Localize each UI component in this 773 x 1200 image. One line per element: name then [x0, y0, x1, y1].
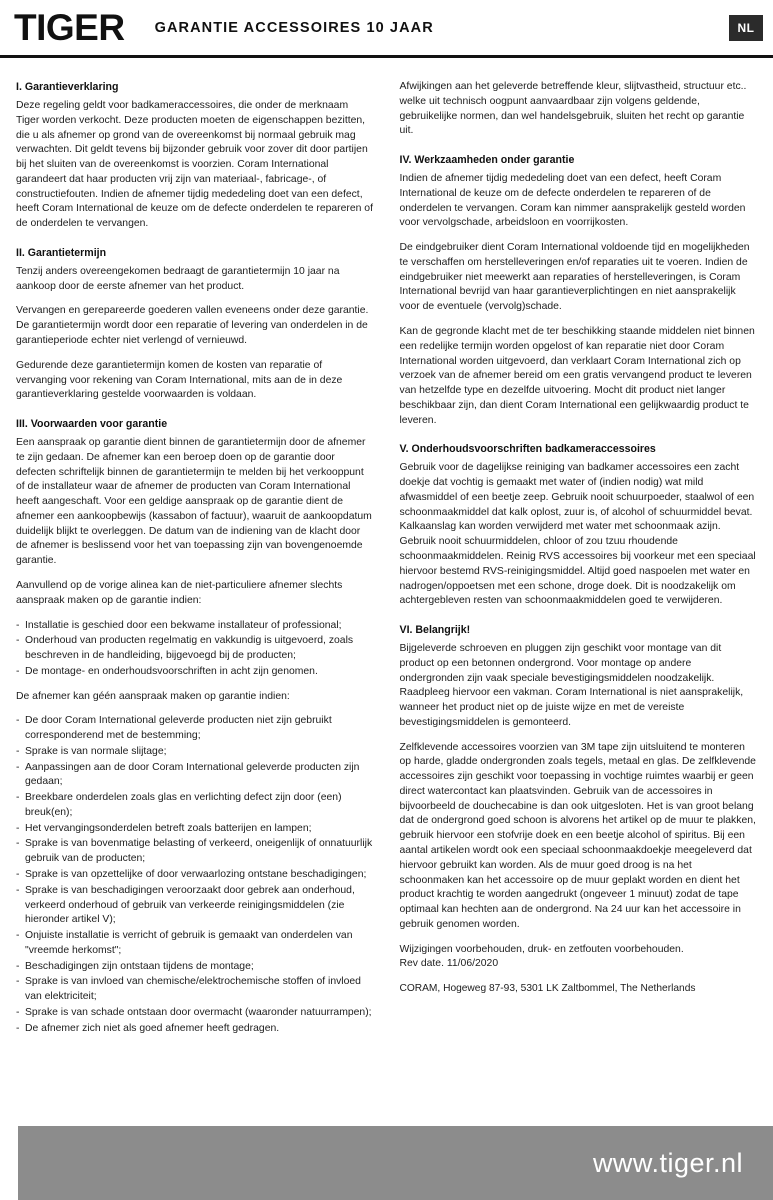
right-intro-paragraph: Afwijkingen aan het geleverde betreffende kleur, slijtvastheid, structuur etc.. welke uit technisch oogpunt aanvaardbaar zijn volgens geldende, gebruikelijke normen, dan wel handelsgebruik, sluiten het recht op garantie uit.: [399, 81, 747, 137]
section-ii-paragraph-3: Gedurende deze garantietermijn komen de kosten van reparatie of vervanging voor rekening van Coram International, mits aan de in deze garantieverklaring gestelde voorwaarden is voldaan.: [16, 359, 343, 401]
page-title: GARANTIE ACCESSOIRES 10 JAAR: [154, 19, 434, 36]
section-heading-i: I. Garantieverklaring: [16, 81, 119, 93]
list-item: - Sprake is van beschadigingen veroorzaakt door gebrek aan onderhoud, verkeerd onderhoud of gebruik van verkeerde reinigingsmiddelen (zie hieronder artikel V);: [16, 884, 374, 928]
document-body: [0, 58, 773, 1110]
website-url[interactable]: www.tiger.nl: [592, 1147, 743, 1178]
closing-note: Wijzigingen voorbehouden, druk- en zetfouten voorbehouden.: [399, 943, 684, 955]
section-iv-paragraph-3: Kan de gegronde klacht met de ter beschikking staande middelen niet binnen een redelijke termijn worden opgelost of kan reparatie niet door Coram International worden uitgevoerd, dan verklaart Coram International zich op verzoek van de afnemer bereid om een gratis vervangend product te leveren van hetzelfde type en dezelfde uitvoering. Mocht dit product niet langer beschikbaar zijn, dan dient Coram International een gelijkwaardig product te leveren.: [399, 325, 755, 426]
section-heading-iii: III. Voorwaarden voor garantie: [16, 418, 168, 431]
list-item: - De door Coram International geleverde producten niet zijn gebruikt corresponderend met de bestemming;: [16, 714, 374, 744]
section-heading-vi: VI. Belangrijk!: [399, 624, 471, 637]
list-item: - Installatie is geschied door een bekwame installateur of professional;: [16, 619, 374, 634]
left-column: [16, 80, 374, 1110]
list-item: - Onjuiste installatie is verricht of gebruik is gemaakt van onderdelen van "vreemde herkomst";: [16, 929, 374, 959]
language-badge: NL: [729, 15, 763, 41]
section-heading-v: V. Onderhoudsvoorschriften badkameraccessoires: [399, 443, 656, 456]
section-iv-paragraph-1: Indien de afnemer tijdig mededeling doet van een defect, heeft Coram International de keuze om de defecte onderdelen te repareren of de onderdelen te vervangen. Coram kan nimmer aansprakelijk gesteld worden voor vervolgschade, arbeidsloon en voorrijkosten.: [399, 173, 746, 229]
list-item: - Sprake is van schade ontstaan door overmacht (waaronder natuurrampen);: [16, 1006, 374, 1021]
list-item: - Sprake is van bovenmatige belasting of verkeerd, oneigenlijk of onnatuurlijk gebruik van de producten;: [16, 837, 374, 867]
section-ii-paragraph-1: Tenzij anders overeengekomen bedraagt de garantietermijn 10 jaar na aankoop door de eerste afnemer van het product.: [16, 265, 340, 292]
list-item: - De afnemer zich niet als goed afnemer heeft gedragen.: [16, 1022, 374, 1037]
right-column: [400, 80, 758, 1110]
list-item: - Aanpassingen aan de door Coram International geleverde producten zijn gedaan;: [16, 761, 374, 791]
list-item: - De montage- en onderhoudsvoorschriften in acht zijn genomen.: [16, 665, 374, 680]
section-iv-paragraph-2: De eindgebruiker dient Coram International voldoende tijd en mogelijkheden te verschaffen om herstelleveringen en/of reparaties uit te voeren. Indien de eindgebruiker niet meewerkt aan reparaties of herstelleveringen, is Coram International bevrijd van haar garantieverplichtingen en niet aansprakelijk voor de eventuele (vervolg)schade.: [399, 242, 750, 313]
section-iii-paragraph-2: Aanvullend op de vorige alinea kan de niet-particuliere afnemer slechts aanspraak maken op de garantie indien:: [16, 580, 343, 606]
list-item: - Beschadigingen zijn ontstaan tijdens de montage;: [16, 960, 374, 975]
exclusions-list: [16, 714, 374, 1036]
list-item: - Breekbare onderdelen zoals glas en verlichting defect zijn door (een) breuk(en);: [16, 791, 374, 821]
section-heading-iv: IV. Werkzaamheden onder garantie: [399, 154, 575, 167]
section-i-paragraph-1: Deze regeling geldt voor badkameraccessoires, die onder de merknaam Tiger worden verkocht. Deze producten moeten de eigenschappen bezitten, die u als afnemer op grond van de overeenkomst bij normaal gebruik mag verwachten. Dit geldt tevens bij bijzonder gebruik voor zover dit door partijen bij het sluiten van de overeenkomst is voorzien. Coram International garandeert dat haar producten vrij zijn van materiaal-, fabricage-, of constructiefouten. Indien de afnemer tijdig mededeling doet van een defect, heeft Coram International de keuze om de defecte onderdelen te repareren of de onderdelen te vervangen.: [16, 100, 373, 230]
section-iii-paragraph-3: De afnemer kan géén aanspraak maken op garantie indien:: [16, 690, 290, 702]
section-vi-paragraph-1: Bijgeleverde schroeven en pluggen zijn geschikt voor montage van dit product op een betonnen ondergrond. Voor montage op andere ondergronden zijn vaak speciale bevestigingsmiddelen noodzakelijk. Raadpleeg hiervoor een vakman. Coram International is niet aansprakelijk, wanneer het product niet op de juiste wijze en met de vereiste bevestigingsmiddelen is gemonteerd.: [399, 643, 744, 728]
section-iii-paragraph-1: Een aanspraak op garantie dient binnen de garantietermijn door de afnemer te zijn gedaan. De afnemer kan een beroep doen op de garantie door defecten schriftelijk binnen de garantietermijn te melden bij het verkooppunt of de installateur waar de afnemer de producten van Coram International heeft aangeschaft. Voor een geldige aanspraak op de garantie dient de afnemer een aankoopbewijs (kassabon of factuur), waaruit de aankoopdatum duidelijk blijkt te overleggen. De datum van de indiening van de klacht door de afnemer is beslissend voor het van toepassing zijn van bovengenoemde garantie.: [16, 437, 372, 567]
section-ii-paragraph-2: Vervangen en gerepareerde goederen vallen eveneens onder deze garantie. De garantietermijn wordt door een reparatie of levering van onderdelen in de garantieperiode echter niet verlengd of vernieuwd.: [16, 305, 369, 347]
section-vi-paragraph-2: Zelfklevende accessoires voorzien van 3M tape zijn uitsluitend te monteren op harde, gladde ondergronden zoals tegels, metaal en glas. De zelfklevende accessoires zijn geschikt voor toepassing in vochtige ruimtes waarbij er geen direct watercontact kan plaatsvinden. Gebruik van de accessoires in bijvoorbeeld de douchecabine is dan ook uitgesloten. Het is van groot belang dat de ondergrond goed schoon is alvorens het artikel op de muur te plakken, gebruik hiervoor een stofvrije doek en een beetje alcohol of spiritus. Bij een aantal artikelen wordt ook een speciaal schoonmaakdoekje meegeleverd dat hiervoor gebruikt kan worden. Als de muur goed droog is na het schoonmaken kan het accessoire op de muur geplakt worden en dient het product krachtig te worden aangedrukt (ongeveer 1 minuut) zodat de tape optimaal kan hechten aan de ondergrond. Na 24 uur kan het accessoire in gebruik genomen worden.: [399, 741, 756, 930]
footer-left-strip: [0, 1126, 18, 1200]
list-item: - Sprake is van opzettelijke of door verwaarlozing ontstane beschadigingen;: [16, 868, 374, 883]
section-v-paragraph-1: Gebruik voor de dagelijkse reiniging van badkamer accessoires een zacht doekje dat vochtig is gemaakt met water of (indien nodig) wat mild afwasmiddel of een beetje zeep. Gebruik nooit schuurpoeder, staalwol of een schoonmaakmiddel dat kalk oplost, zuur is, of alcohol of schuurmiddel bevat. Kalkaanslag kan worden verwijderd met water met schoonmaak azijn. Gebruik nooit schuurmiddelen, chloor of zou tzuu rhoudende schoonmaakmiddelen. Reinig RVS accessoires bij voorkeur met een speciaal hiervoor bestemd RVS-reinigingsmiddel. Altijd goed naspoelen met water en nadrogen/oppoetsen met een schone, droge doek. Dit is noodzakelijk om achtergebleven resten van schoonmaakmiddelen goed te verwijderen.: [399, 462, 756, 607]
list-item: - Sprake is van invloed van chemische/elektrochemische stoffen of invloed van elektriciteit;: [16, 975, 374, 1005]
list-item: - Onderhoud van producten regelmatig en vakkundig is uitgevoerd, zoals beschreven in de handleiding, bijgevoegd bij de producten;: [16, 634, 374, 664]
conditions-list: [16, 619, 374, 680]
document-footer: [0, 1126, 773, 1200]
revision-date: Rev date. 11/06/2020: [399, 958, 499, 970]
list-item: - Het vervangingsonderdelen betreft zoals batterijen en lampen;: [16, 822, 374, 837]
list-item: - Sprake is van normale slijtage;: [16, 745, 374, 760]
company-address: CORAM, Hogeweg 87-93, 5301 LK Zaltbommel, The Netherlands: [399, 983, 696, 995]
document-header: [0, 0, 773, 58]
brand-logo: TIGER: [14, 7, 125, 48]
section-heading-ii: II. Garantietermijn: [16, 246, 107, 259]
